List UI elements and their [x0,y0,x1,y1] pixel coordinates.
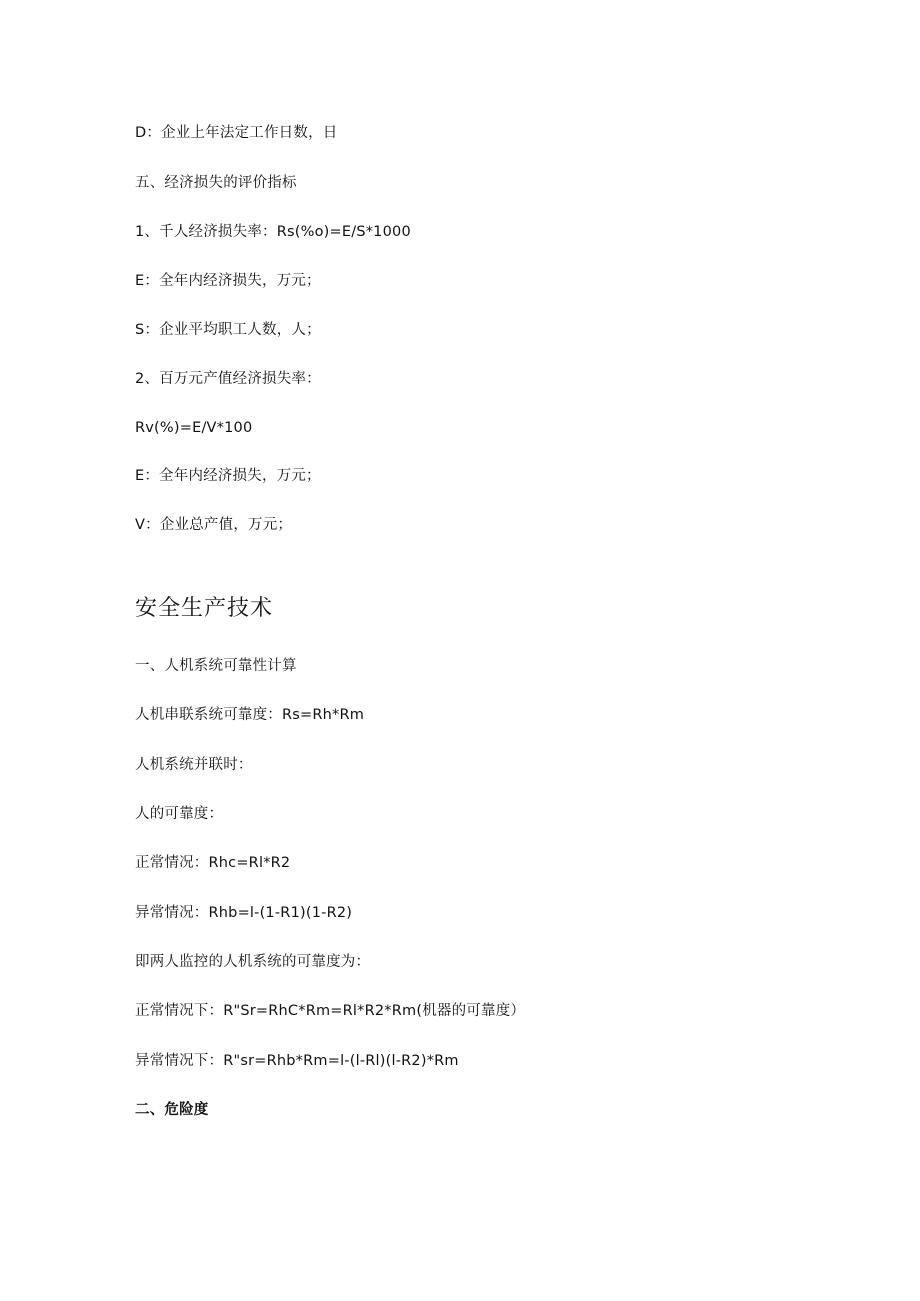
section-heading-economic-loss: 五、经济损失的评价指标 [135,175,297,191]
formula-abnormal-case: 异常情况：Rhb=l-(1-R1)(1-R2) [135,905,353,921]
formula-series-reliability: 人机串联系统可靠度：Rs=Rh*Rm [135,707,365,723]
text-line-workdays: D：企业上年法定工作日数，日 [135,125,338,141]
definition-e-repeat: E：全年内经济损失，万元； [135,468,321,484]
definition-e: E：全年内经济损失，万元； [135,273,321,289]
text-line-million-output-loss-rate: 2、百万元产值经济损失率： [135,371,321,387]
definition-s: S：企业平均职工人数，人； [135,322,321,338]
formula-thousand-person-loss-rate: 1、千人经济损失率：Rs(%o)=E/S*1000 [135,224,411,240]
section-heading-hazard-degree: 二、危险度 [135,1102,209,1118]
text-line-human-reliability: 人的可靠度： [135,806,224,822]
formula-normal-system: 正常情况下：R"Sr=RhC*Rm=Rl*R2*Rm(机器的可靠度） [135,1003,526,1019]
formula-rv: Rv(%)=E/V*100 [135,420,253,436]
formula-normal-case: 正常情况：Rhc=Rl*R2 [135,855,291,871]
section-title-safety-technology: 安全生产技术 [135,596,274,621]
text-line-parallel: 人机系统并联时： [135,757,253,773]
definition-v: V：企业总产值，万元； [135,517,293,533]
formula-abnormal-system: 异常情况下：R"sr=Rhb*Rm=l-(l-Rl)(l-R2)*Rm [135,1053,459,1069]
text-line-two-person-monitoring: 即两人监控的人机系统的可靠度为： [135,954,371,970]
section-heading-reliability: 一、人机系统可靠性计算 [135,658,297,674]
